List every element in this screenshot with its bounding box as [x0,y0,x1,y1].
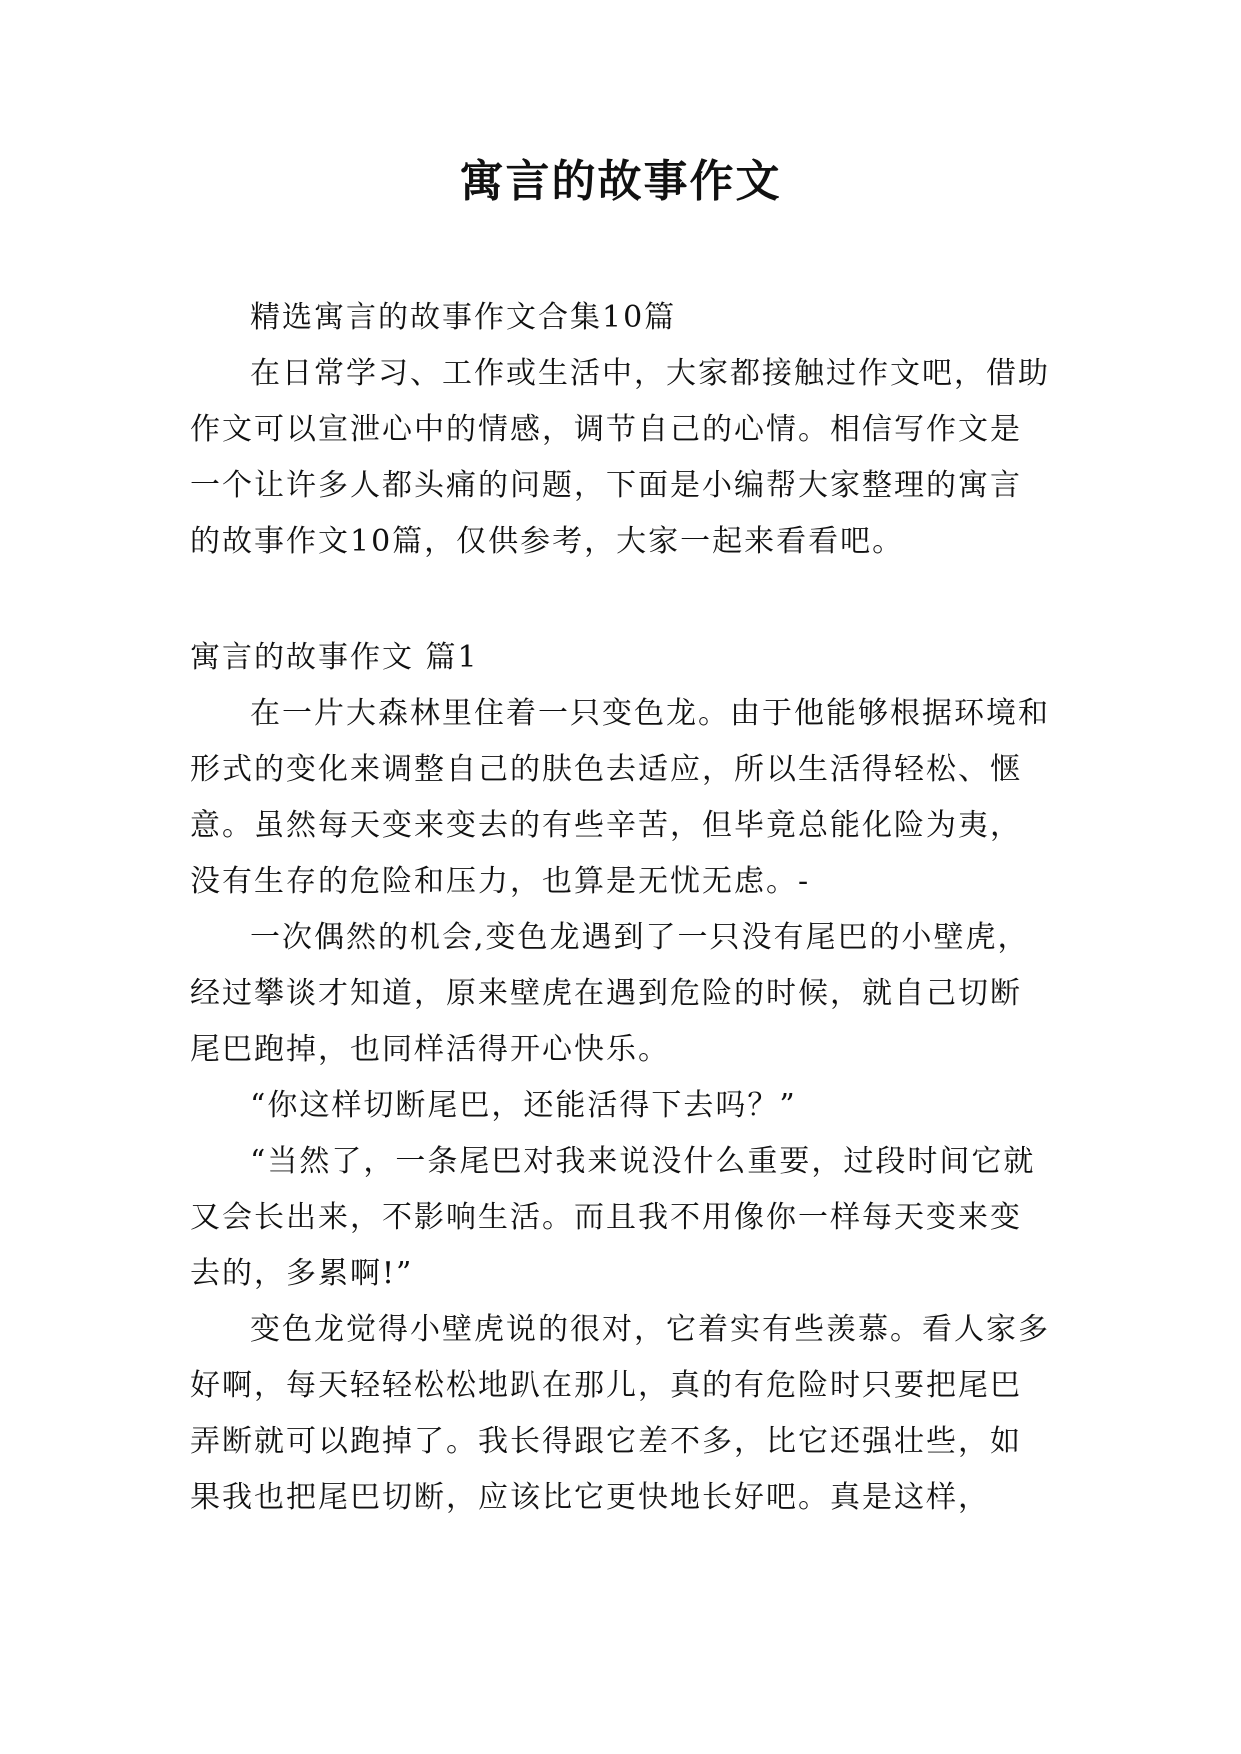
document-title: 寓言的故事作文 [459,156,782,207]
story-paragraph-3: “你这样切断尾巴，还能活得下去吗？” [250,1088,797,1123]
document-body [190,290,1050,1526]
story-paragraph-4: “当然了，一条尾巴对我来说没什么重要，过段时间它就又会长出来，不影响生活。而且我不用像你一样每天变来变去的，多累啊!” [190,1144,1036,1291]
story-paragraph-5: 变色龙觉得小壁虎说的很对，它着实有些羡慕。看人家多好啊，每天轻轻松松地趴在那儿，真的有危险时只要把尾巴弄断就可以跑掉了。我长得跟它差不多，比它还强壮些，如果我也把尾巴切断，应该比它更快地长好吧。真是这样， [190,1312,1050,1515]
subtitle-paragraph: 精选寓言的故事作文合集10篇 [250,300,677,335]
story-paragraph-2: 一次偶然的机会,变色龙遇到了一只没有尾巴的小壁虎，经过攀谈才知道，原来壁虎在遇到危险的时候，就自己切断尾巴跑掉，也同样活得开心快乐。 [190,920,1030,1067]
section-heading: 寓言的故事作文 篇1 [190,640,479,675]
intro-paragraph: 在日常学习、工作或生活中，大家都接触过作文吧，借助作文可以宣泄心中的情感，调节自己的心情。相信写作文是一个让许多人都头痛的问题，下面是小编帮大家整理的寓言的故事作文10篇，仅供参考，大家一起来看看吧。 [190,356,1050,559]
story-paragraph-1: 在一片大森林里住着一只变色龙。由于他能够根据环境和形式的变化来调整自己的肤色去适应，所以生活得轻松、惬意。虽然每天变来变去的有些辛苦，但毕竟总能化险为夷，没有生存的危险和压力，也算是无忧无虑。- [190,696,1050,899]
